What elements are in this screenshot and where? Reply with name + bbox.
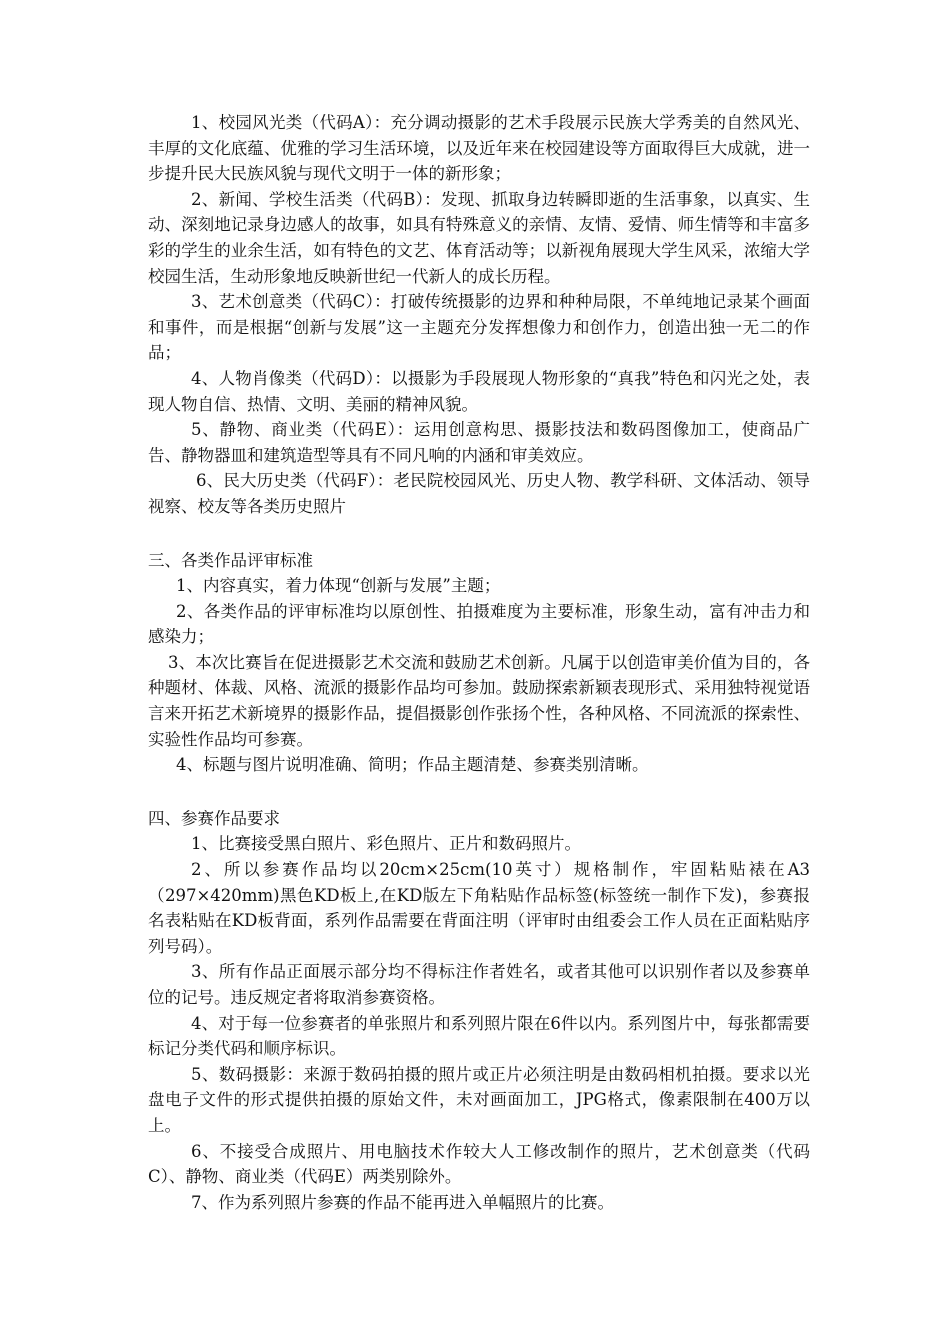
requirement-item-3: 3、所有作品正面展示部分均不得标注作者姓名，或者其他可以识别作者以及参赛单位的记号。违反规定者将取消参赛资格。 bbox=[148, 962, 810, 1007]
category-item-d: 4、人物肖像类（代码D）：以摄影为手段展现人物形象的“真我”特色和闪光之处，表现人物自信、热情、文明、美丽的精神风貌。 bbox=[148, 368, 810, 414]
criteria-item-2: 2、各类作品的评审标准均以原创性、拍摄难度为主要标准，形象生动，富有冲击力和感染力； bbox=[148, 601, 810, 647]
category-item-b: 2、新闻、学校生活类（代码B）：发现、抓取身边转瞬即逝的生活事象，以真实、生动、深刻地记录身边感人的故事，如具有特殊意义的亲情、友情、爱情、师生情等和丰富多彩的学生的业余生活，如有特色的文艺、体育活动等；以新视角展现大学生风采，浓缩大学校园生活，生动形象地反映新世纪一代新人的成长历程。 bbox=[148, 189, 810, 286]
criteria-item-1: 1、内容真实，着力体现“创新与发展”主题； bbox=[176, 576, 501, 596]
criteria-item-4: 4、标题与图片说明准确、简明；作品主题清楚、参赛类别清晰。 bbox=[176, 755, 649, 775]
requirement-item-7: 7、作为系列照片参赛的作品不能再进入单幅照片的比赛。 bbox=[191, 1192, 614, 1212]
section-gap bbox=[148, 778, 810, 806]
requirement-item-5: 5、数码摄影：来源于数码拍摄的照片或正片必须注明是由数码相机拍摄。要求以光盘电子文件的形式提供拍摄的原始文件，未对画面加工，JPG格式，像素限制在400万以上。 bbox=[148, 1064, 810, 1135]
category-item-a: 1、校园风光类（代码A）：充分调动摄影的艺术手段展示民族大学秀美的自然风光、丰厚的文化底蕴、优雅的学习生活环境，以及近年来在校园建设等方面取得巨大成就，进一步提升民大民族风貌与现代文明于一体的新形象； bbox=[148, 113, 810, 184]
section-3-heading: 三、各类作品评审标准 bbox=[148, 550, 313, 570]
section-gap bbox=[148, 520, 810, 548]
section-4-heading: 四、参赛作品要求 bbox=[148, 808, 280, 828]
criteria-item-3: 3、本次比赛旨在促进摄影艺术交流和鼓励艺术创新。凡属于以创造审美价值为目的，各种题材、体裁、风格、流派的摄影作品均可参加。鼓励探索新颖表现形式、采用独特视觉语言来开拓艺术新境界的摄影作品，提倡摄影创作张扬个性，各种风格、不同流派的探索性、实验性作品均可参赛。 bbox=[148, 652, 810, 749]
requirement-item-4: 4、对于每一位参赛者的单张照片和系列照片限在6件以内。系列图片中，每张都需要标记分类代码和顺序标识。 bbox=[148, 1013, 810, 1059]
category-item-e: 5、静物、商业类（代码E）：运用创意构思、摄影技法和数码图像加工，使商品广告、静物器皿和建筑造型等具有不同凡响的内涵和审美效应。 bbox=[148, 420, 810, 465]
requirement-item-1: 1、比赛接受黑白照片、彩色照片、正片和数码照片。 bbox=[191, 834, 581, 854]
requirement-item-6: 6、不接受合成照片、用电脑技术作较大人工修改制作的照片，艺术创意类（代码C）、静物、商业类（代码E）两类别除外。 bbox=[148, 1141, 810, 1187]
category-item-f: 6、民大历史类（代码F）：老民院校园风光、历史人物、教学科研、文体活动、领导视察、校友等各类历史照片 bbox=[148, 471, 810, 516]
requirement-item-2: 2、所以参赛作品均以20cm×25cm(10英寸）规格制作，牢固粘贴裱在A3（297×420mm)黑色KD板上,在KD版左下角粘贴作品标签(标签统一制作下发)，参赛报名表粘贴在KD板背面，系列作品需要在背面注明（评审时由组委会工作人员在正面粘贴序列号码）。 bbox=[148, 860, 810, 956]
category-item-c: 3、艺术创意类（代码C）：打破传统摄影的边界和种种局限，不单纯地记录某个画面和事件，而是根据“创新与发展”这一主题充分发挥想像力和创作力，创造出独一无二的作品； bbox=[148, 292, 810, 363]
document-page bbox=[148, 110, 810, 1215]
